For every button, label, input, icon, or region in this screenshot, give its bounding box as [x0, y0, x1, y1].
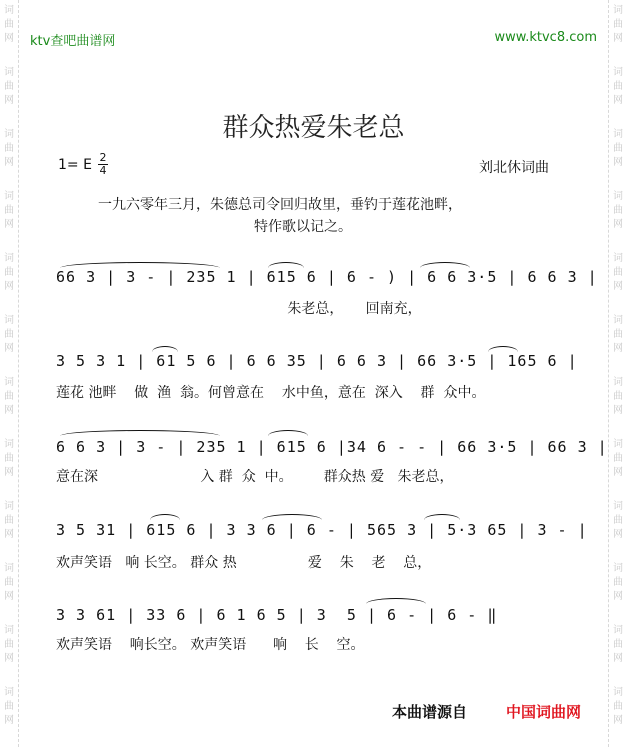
watermark-glyph: 曲: [613, 701, 623, 712]
tie-mark: [366, 598, 426, 604]
lyrics-row-2: 莲花 池畔 做 渔 翁。何曾意在 水中鱼，意在 深入 群 众中。: [56, 385, 486, 401]
watermark-glyph: 词: [613, 377, 623, 388]
watermark-glyph: 词: [613, 67, 623, 78]
watermark-glyph: 曲: [613, 205, 623, 216]
time-signature-top: 2: [99, 151, 107, 164]
watermark-glyph: 词: [613, 439, 623, 450]
watermark-glyph: 曲: [4, 329, 14, 340]
tie-mark: [60, 430, 220, 436]
watermark-glyph: 曲: [613, 391, 623, 402]
watermark-glyph: 词: [613, 563, 623, 574]
lyrics-row-1: 朱老总， 回南充，: [56, 301, 422, 317]
watermark-glyph: 词: [4, 501, 14, 512]
watermark-glyph: 曲: [4, 453, 14, 464]
watermark-glyph: 词: [4, 5, 14, 16]
watermark-glyph: 网: [4, 343, 14, 354]
watermark-glyph: 曲: [613, 19, 623, 30]
key-signature: 1= E: [58, 157, 92, 173]
watermark-glyph: 曲: [4, 81, 14, 92]
slur-mark: [150, 514, 180, 520]
notation-row-4: 3 5 31 | 615 6 | 3 3 6 | 6 - | 565 3 | 5·3 65 | 3 - |: [56, 521, 588, 539]
watermark-glyph: 曲: [4, 577, 14, 588]
tie-mark: [262, 514, 322, 520]
watermark-glyph: 网: [4, 281, 14, 292]
lyrics-row-5: 欢声笑语 响长空。 欢声笑语 响 长 空。: [56, 637, 365, 653]
watermark-glyph: 网: [613, 95, 623, 106]
watermark-glyph: 曲: [613, 639, 623, 650]
watermark-glyph: 曲: [4, 19, 14, 30]
intro-line-2: 特作歌以记之。: [254, 219, 352, 235]
watermark-glyph: 网: [613, 467, 623, 478]
watermark-glyph: 词: [4, 625, 14, 636]
lyrics-row-4: 欢声笑语 响 长空。 群众 热 爱 朱 老 总，: [56, 555, 432, 571]
slur-mark: [268, 430, 308, 436]
watermark-glyph: 词: [4, 315, 14, 326]
time-signature: [98, 152, 108, 177]
watermark-glyph: 词: [613, 625, 623, 636]
watermark-glyph: 词: [4, 439, 14, 450]
slur-mark: [488, 346, 518, 352]
watermark-glyph: 网: [4, 219, 14, 230]
song-title: 群众热爱朱老总: [222, 113, 405, 143]
slur-mark: [420, 262, 470, 268]
slur-mark: [152, 346, 178, 352]
composer-credit: 刘北休词曲: [479, 160, 549, 176]
footer-source-label: 本曲谱源自: [392, 703, 468, 721]
watermark-glyph: 网: [613, 219, 623, 230]
notation-row-3: 6 6 3 | 3 - | 235 1 | 615 6 |34 6 - - | 66 3·5 | 66 3 |: [56, 438, 608, 456]
notation-row-1: 66 3 | 3 - | 235 1 | 615 6 | 6 - ) | 6 6 3·5 | 6 6 3 |: [56, 268, 598, 286]
watermark-glyph: 网: [613, 715, 623, 726]
watermark-glyph: 词: [613, 253, 623, 264]
watermark-glyph: 网: [4, 653, 14, 664]
watermark-glyph: 词: [4, 563, 14, 574]
watermark-glyph: 词: [613, 5, 623, 16]
watermark-glyph: 词: [613, 315, 623, 326]
footer-source-site[interactable]: 中国词曲网: [506, 703, 582, 721]
watermark-glyph: 词: [4, 129, 14, 140]
slur-mark: [424, 514, 460, 520]
watermark-glyph: 曲: [4, 267, 14, 278]
watermark-glyph: 网: [4, 405, 14, 416]
watermark-glyph: 词: [4, 687, 14, 698]
watermark-glyph: 词: [4, 377, 14, 388]
watermark-glyph: 词: [613, 687, 623, 698]
watermark-glyph: 词: [613, 191, 623, 202]
lyrics-row-3: 意在深 入 群 众 中。 群众热 爱 朱老总，: [56, 469, 454, 485]
watermark-glyph: 网: [613, 405, 623, 416]
watermark-glyph: 网: [4, 467, 14, 478]
notation-row-2: 3 5 3 1 | 61 5 6 | 6 6 35 | 6 6 3 | 66 3·5 | 165 6 |: [56, 352, 578, 370]
watermark-glyph: 曲: [4, 701, 14, 712]
watermark-glyph: 曲: [4, 205, 14, 216]
watermark-glyph: 网: [4, 591, 14, 602]
watermark-glyph: 网: [613, 529, 623, 540]
site-name-left[interactable]: ktv查吧曲谱网: [30, 34, 116, 49]
watermark-glyph: 曲: [613, 267, 623, 278]
notation-row-5: 3 3 61 | 33 6 | 6 1 6 5 | 3 5 | 6 - | 6 - ‖: [56, 606, 498, 624]
watermark-glyph: 网: [4, 157, 14, 168]
watermark-glyph: 网: [4, 715, 14, 726]
tie-mark: [60, 262, 220, 268]
intro-line-1: 一九六零年三月，朱德总司令回归故里，垂钓于莲花池畔，: [98, 197, 462, 213]
watermark-glyph: 网: [613, 591, 623, 602]
watermark-glyph: 网: [613, 343, 623, 354]
watermark-glyph: 曲: [613, 329, 623, 340]
watermark-glyph: 词: [4, 67, 14, 78]
watermark-glyph: 词: [4, 253, 14, 264]
watermark-glyph: 网: [4, 529, 14, 540]
watermark-glyph: 曲: [613, 81, 623, 92]
watermark-glyph: 网: [613, 157, 623, 168]
watermark-glyph: 曲: [613, 577, 623, 588]
watermark-glyph: 词: [4, 191, 14, 202]
watermark-glyph: 词: [613, 129, 623, 140]
watermark-glyph: 网: [4, 33, 14, 44]
watermark-glyph: 网: [613, 33, 623, 44]
watermark-glyph: 曲: [4, 391, 14, 402]
watermark-glyph: 曲: [4, 143, 14, 154]
watermark-glyph: 曲: [4, 639, 14, 650]
watermark-glyph: 网: [613, 653, 623, 664]
site-url-right[interactable]: www.ktvc8.com: [494, 30, 597, 45]
watermark-glyph: 曲: [613, 453, 623, 464]
watermark-glyph: 曲: [4, 515, 14, 526]
slur-mark: [268, 262, 304, 268]
time-signature-bottom: 4: [99, 164, 107, 177]
watermark-glyph: 曲: [613, 515, 623, 526]
watermark-glyph: 网: [613, 281, 623, 292]
watermark-glyph: 词: [613, 501, 623, 512]
watermark-glyph: 曲: [613, 143, 623, 154]
watermark-glyph: 网: [4, 95, 14, 106]
